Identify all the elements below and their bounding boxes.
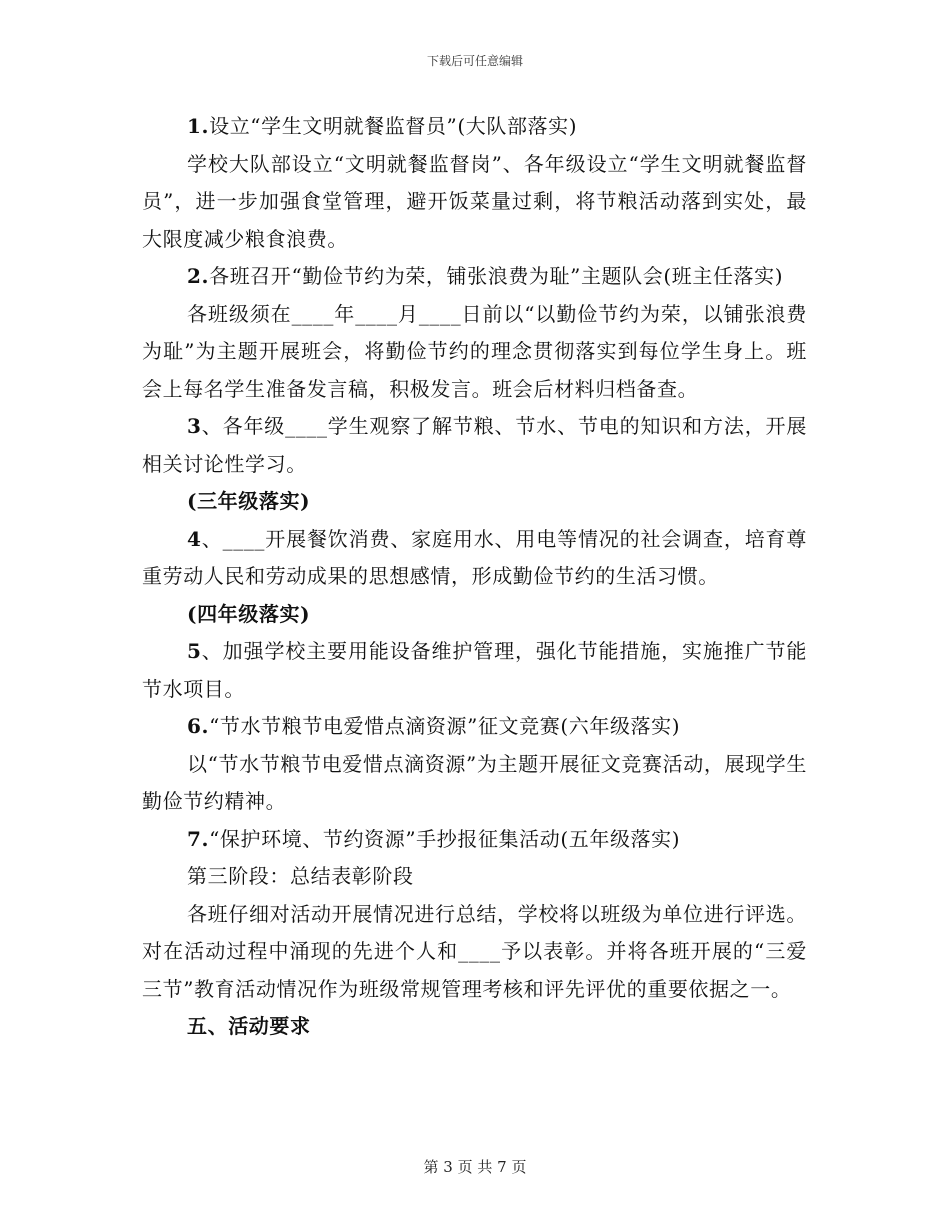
paragraph-text: 学校大队部设立“文明就餐监督岗”、各年级设立“学生文明就餐监督员”，进一步加强食堂管理，避开饭菜量过剩，将节粮活动落到实处，最大限度减少粮食浪费。 xyxy=(142,151,807,251)
paragraph-text: 、____开展餐饮消费、家庭用水、用电等情况的社会调查，培育尊重劳动人民和劳动成果的思想感情，形成勤俭节约的生活习惯。 xyxy=(142,526,807,588)
item-3-owner xyxy=(142,483,807,521)
item-number: 1. xyxy=(187,114,210,138)
section-5-heading xyxy=(142,1008,807,1046)
item-7-heading xyxy=(142,821,807,859)
paragraph-text: 五、活动要求 xyxy=(187,1014,311,1038)
stage-3-body xyxy=(142,896,807,1009)
stage-3-heading xyxy=(142,858,807,896)
item-5-heading xyxy=(142,633,807,708)
page-header: 下载后可任意编辑 xyxy=(426,54,523,68)
item-number: 6. xyxy=(187,714,210,738)
item-6-heading xyxy=(142,708,807,746)
paragraph-text: 以“节水节粮节电爱惜点滴资源”为主题开展征文竞赛活动，展现学生勤俭节约精神。 xyxy=(142,751,807,813)
item-number: 5 xyxy=(187,639,202,663)
paragraph-text: 设立“学生文明就餐监督员”(大队部落实) xyxy=(209,114,578,138)
paragraph-text: (四年级落实) xyxy=(187,601,311,626)
paragraph-text: “节水节粮节电爱惜点滴资源”征文竞赛(六年级落实) xyxy=(209,714,681,738)
item-number: 3 xyxy=(187,414,202,438)
item-2-heading xyxy=(142,258,807,296)
item-1-heading xyxy=(142,108,807,146)
item-number: 4 xyxy=(187,526,202,551)
paragraph-text: 、各年级____学生观察了解节粮、节水、节电的知识和方法，开展相关讨论性学习。 xyxy=(142,414,807,476)
item-1-body xyxy=(142,146,807,259)
paragraph-text: 、加强学校主要用能设备维护管理，强化节能措施，实施推广节能节水项目。 xyxy=(142,639,807,701)
item-3-heading xyxy=(142,408,807,483)
item-number: 2. xyxy=(187,264,210,288)
page-footer: 第 3 页 共 7 页 xyxy=(423,1158,527,1176)
paragraph-text: “保护环境、节约资源”手抄报征集活动(五年级落实) xyxy=(209,826,681,851)
paragraph-text: 第三阶段：总结表彰阶段 xyxy=(187,864,414,888)
item-4-owner xyxy=(142,596,807,634)
item-2-body xyxy=(142,296,807,409)
item-number: 7. xyxy=(187,826,210,851)
paragraph-text: 各班召开“勤俭节约为荣，铺张浪费为耻”主题队会(班主任落实) xyxy=(209,264,784,288)
item-4-heading xyxy=(142,521,807,596)
paragraph-text: (三年级落实) xyxy=(187,489,311,513)
paragraph-text: 各班级须在____年____月____日前以“以勤俭节约为荣，以铺张浪费为耻”为主题开展班会，将勤俭节约的理念贯彻落实到每位学生身上。班会上每名学生准备发言稿，积极发言。班会后材料归档备查。 xyxy=(142,301,807,401)
paragraph-text: 各班仔细对活动开展情况进行总结，学校将以班级为单位进行评选。对在活动过程中涌现的先进个人和____予以表彰。并将各班开展的“三爱三节”教育活动情况作为班级常规管理考核和评先评优的重要依据之一。 xyxy=(142,901,807,1001)
item-6-body xyxy=(142,746,807,821)
document-body xyxy=(142,108,807,1046)
